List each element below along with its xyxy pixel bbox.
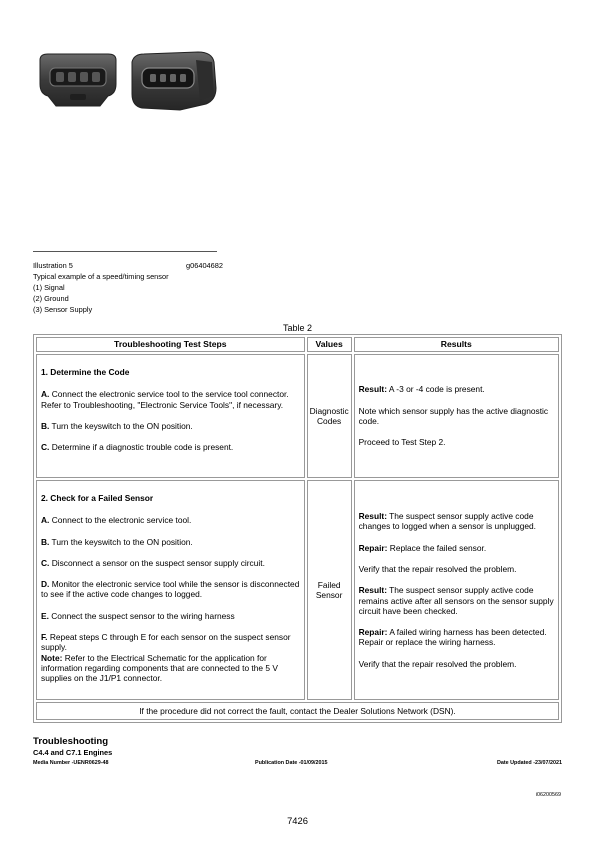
footer-subtitle: C4.4 and C7.1 Engines: [33, 748, 113, 757]
result-text: The suspect sensor supply active code remains active after all sensors on the sensor supply circuit have been checked.: [358, 585, 554, 616]
result-label: Result:: [358, 511, 387, 522]
illustration-label: Illustration 5: [33, 261, 73, 270]
note-text: Refer to the Electrical Schematic for the application for information regarding components that are connected to the 5 V supplies on the J1/P1 connector.: [41, 652, 278, 684]
illustration-code: g06404682: [186, 261, 223, 270]
table-header-row: [36, 337, 559, 352]
header-results: Results: [354, 337, 559, 352]
header-test-steps: Troubleshooting Test Steps: [36, 337, 305, 352]
step-text: Connect the electronic service tool to the service tool connector. Refer to Troubleshooting, "Electronic Service Tools", if necessary.: [41, 389, 289, 410]
connector-angled-view: [132, 52, 216, 110]
result-label: Result:: [358, 585, 387, 596]
step-letter: E.: [41, 610, 49, 621]
table-title: Table 2: [282, 323, 313, 333]
illustration-description: Typical example of a speed/timing sensor: [33, 272, 169, 281]
step-title: 1. Determine the Code: [41, 367, 130, 377]
step-letter: A.: [41, 389, 50, 400]
result-text: Note which sensor supply has the active diagnostic code.: [358, 405, 549, 426]
legend-item: (2) Ground: [33, 294, 69, 303]
step-text: Connect the suspect sensor to the wiring harness: [48, 610, 235, 621]
step-letter: C.: [41, 442, 50, 453]
step-letter: B.: [41, 420, 50, 431]
value-cell: Diagnostic Codes: [307, 354, 352, 478]
note-label: Note:: [41, 652, 63, 663]
troubleshooting-table: [33, 334, 562, 723]
repair-label: Repair:: [358, 542, 388, 553]
step-letter: B.: [41, 536, 50, 547]
step-text: Disconnect a sensor on the suspect sensor supply circuit.: [49, 557, 265, 568]
footer-title: Troubleshooting: [33, 736, 109, 747]
step-letter: C.: [41, 557, 50, 568]
connector-face-view: [40, 54, 116, 106]
date-updated: Date Updated -23/07/2021: [496, 760, 562, 766]
test-step-cell: [36, 354, 305, 478]
media-number: Media Number -UENR0629-48: [33, 760, 109, 766]
header-values: Values: [307, 337, 352, 352]
caption-rule: [33, 251, 217, 252]
step-text: Determine if a diagnostic trouble code is present.: [49, 442, 234, 453]
test-step-cell: [36, 480, 305, 700]
page-number: 7426: [287, 815, 308, 826]
result-text: Replace the failed sensor.: [387, 542, 487, 553]
table-row: [36, 480, 559, 700]
result-label: Result:: [358, 384, 387, 395]
step-text: Monitor the electronic service tool while the sensor is disconnected to see if the active code changes to logged.: [41, 579, 300, 600]
repair-label: Repair:: [358, 627, 388, 638]
step-text: Connect to the electronic service tool.: [49, 515, 192, 526]
result-text: Verify that the repair resolved the problem.: [358, 563, 517, 574]
sensor-connector-illustration: [30, 48, 230, 118]
value-cell: Failed Sensor: [307, 480, 352, 700]
step-letter: D.: [41, 579, 50, 590]
step-letter: A.: [41, 515, 50, 526]
step-letter: F.: [41, 632, 48, 643]
step-text: Turn the keyswitch to the ON position.: [49, 536, 193, 547]
result-text: The suspect sensor supply active code changes to logged when a sensor is unplugged.: [358, 511, 536, 532]
step-text: Turn the keyswitch to the ON position.: [49, 420, 193, 431]
step-text: Repeat steps C through E for each sensor on the suspect sensor supply.: [41, 632, 291, 653]
result-text: A -3 or -4 code is present.: [386, 384, 485, 395]
publication-date: Publication Date -01/09/2015: [255, 760, 328, 766]
result-text: Proceed to Test Step 2.: [358, 437, 446, 448]
legend-item: (1) Signal: [33, 283, 65, 292]
table-row: [36, 354, 559, 478]
result-text: A failed wiring harness has been detected. Repair or replace the wiring harness.: [358, 627, 547, 648]
legend-item: (3) Sensor Supply: [33, 305, 93, 314]
results-cell: [354, 354, 559, 478]
result-text: Verify that the repair resolved the problem.: [358, 658, 517, 669]
table-footer-note: If the procedure did not correct the fault, contact the Dealer Solutions Network (DSN).: [36, 702, 559, 720]
results-cell: [354, 480, 559, 700]
table-footer-row: [36, 702, 559, 720]
illustration-caption: [33, 260, 223, 315]
step-title: 2. Check for a Failed Sensor: [41, 493, 154, 503]
document-id: i06200569: [535, 792, 561, 798]
